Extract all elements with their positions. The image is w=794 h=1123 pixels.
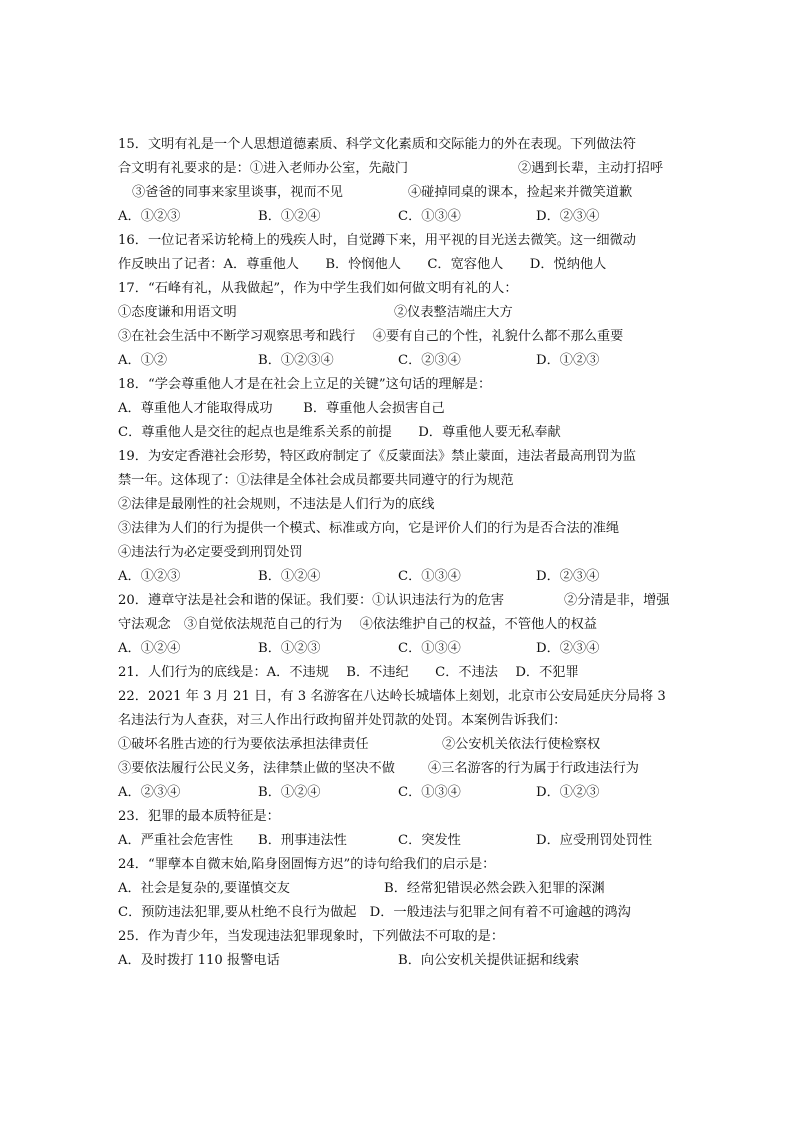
q20-option-b[interactable]: B．①②③ (258, 641, 321, 656)
q15-stem-line2 (118, 157, 678, 181)
q24-options-line1 (118, 877, 678, 901)
q18-options-line1: A．尊重他人才能取得成功 B．尊重他人会损害自己 (118, 401, 445, 416)
q15-stem-line3 (118, 181, 678, 205)
q22-item-4: ④三名游客的行为属于行政违法行为 (428, 761, 639, 776)
q19-option-a[interactable]: A．①②③ (118, 569, 181, 584)
q25-stem: 25．作为青少年，当发现违法犯罪现象时，下列做法不可取的是： (118, 929, 505, 944)
q20-item-2: ②分清是非，增强 (564, 593, 670, 608)
q20-option-c[interactable]: C．①③④ (398, 641, 461, 656)
q24-option-a[interactable]: A．社会是复杂的,要谨慎交友 (118, 881, 290, 896)
q22-stem-line1: 22．2021 年 3 月 21 日，有 3 名游客在八达岭长城墙体上刻划，北京市公安局延庆分局将 3 (118, 689, 666, 704)
q25-option-b[interactable]: B．向公安机关提供证据和线索 (398, 953, 580, 968)
q20-options (118, 637, 678, 661)
q19-stem-line2: 禁一年。这体现了：①法律是全体社会成员都要共同遵守的行为规范 (118, 473, 514, 488)
q15-option-a[interactable]: A．①②③ (118, 209, 181, 224)
q19-item-3: ③法律为人们的行为提供一个模式、标准或方向，它是评价人们的行为是否合法的准绳 (118, 521, 620, 536)
q17-option-b[interactable]: B．①②③④ (258, 353, 334, 368)
q25-option-a[interactable]: A．及时拨打 110 报警电话 (118, 953, 280, 968)
q20-stem-line2: 守法观念 ③自觉依法规范自己的行为 ④依法维护自己的权益，不管他人的权益 (118, 617, 597, 632)
q23-option-b[interactable]: B．刑事违法性 (258, 833, 347, 848)
q17-options (118, 349, 678, 373)
q19-item-2: ②法律是最刚性的社会规则，不违法是人们行为的底线 (118, 497, 435, 512)
q19-option-c[interactable]: C．①③④ (398, 569, 461, 584)
q19-option-d[interactable]: D．②③④ (536, 569, 600, 584)
q22-options (118, 781, 678, 805)
q20-stem-text: 20．遵章守法是社会和谐的保证。我们要：①认识违法行为的危害 (118, 593, 505, 608)
q23-option-c[interactable]: C．突发性 (398, 833, 461, 848)
q15-option-d[interactable]: D．②③④ (536, 209, 600, 224)
q22-item-3: ③要依法履行公民义务，法律禁止做的坚决不做 (118, 761, 395, 776)
q17-option-a[interactable]: A．①② (118, 353, 168, 368)
q17-option-c[interactable]: C．②③④ (398, 353, 461, 368)
q22-item-2: ②公安机关依法行使检察权 (442, 737, 601, 752)
q15-item-4: ④碰掉同桌的课本，捡起来并微笑道歉 (408, 185, 633, 200)
q23-stem: 23．犯罪的最本质特征是： (118, 809, 280, 824)
q22-stem-line2: 名违法行为人查获，对三人作出行政拘留并处罚款的处罚。本案例告诉我们： (118, 713, 567, 728)
q21-stem: 21．人们行为的底线是：A．不违规 B．不违纪 C．不违法 D．不犯罪 (118, 665, 579, 680)
q17-items-line2: ③在社会生活中不断学习观察思考和践行 ④要有自己的个性，礼貌什么都不那么重要 (118, 329, 624, 344)
q22-item-1: ①破坏名胜古迹的行为要依法承担法律责任 (118, 737, 369, 752)
q20-option-a[interactable]: A．①②④ (118, 641, 181, 656)
q19-option-b[interactable]: B．①②④ (258, 569, 321, 584)
q22-option-b[interactable]: B．①②④ (258, 785, 321, 800)
q15-options (118, 205, 678, 229)
q22-items-line1 (118, 733, 678, 757)
q24-stem: 24．“罪孽本自微末始,陷身囹圄悔方迟”的诗句给我们的启示是： (118, 857, 496, 872)
q15-item-3: ③爸爸的同事来家里谈事，视而不见 (132, 185, 343, 200)
q17-stem-line1: 17．“石峰有礼，从我做起”，作为中学生我们如何做文明有礼的人： (118, 281, 518, 296)
q15-item-2: ②遇到长辈，主动打招呼 (518, 161, 664, 176)
q22-items-line2 (118, 757, 678, 781)
q15-option-c[interactable]: C．①③④ (398, 209, 461, 224)
q25-options-line1 (118, 949, 678, 973)
q17-item-1: ①态度谦和用语文明 (118, 305, 237, 320)
q23-option-d[interactable]: D．应受刑罚处罚性 (536, 833, 653, 848)
q17-item-2: ②仪表整洁端庄大方 (394, 305, 513, 320)
q24-option-b[interactable]: B．经常犯错误必然会跌入犯罪的深渊 (384, 881, 605, 896)
q20-stem-line1 (118, 589, 678, 613)
q19-item-4: ④违法行为必定要受到刑罚处罚 (118, 545, 303, 560)
q15-option-b[interactable]: B．①②④ (258, 209, 321, 224)
q19-stem-line1: 19．为安定香港社会形势，特区政府制定了《反蒙面法》禁止蒙面，违法者最高刑罚为监 (118, 449, 636, 464)
q16-stem-line2: 作反映出了记者：A．尊重他人 B．怜悯他人 C．宽容他人 D．悦纳他人 (118, 257, 607, 272)
q23-options (118, 829, 678, 853)
q23-option-a[interactable]: A．严重社会危害性 (118, 833, 234, 848)
q18-stem: 18．“学会尊重他人才是在社会上立足的关键”这句话的理解是： (118, 377, 492, 392)
q22-option-c[interactable]: C．①③④ (398, 785, 461, 800)
q15-item-1: 合文明有礼要求的是：①进入老师办公室，先敲门 (118, 161, 409, 176)
q17-items-line1 (118, 301, 678, 325)
q22-option-a[interactable]: A．②③④ (118, 785, 181, 800)
q16-stem-line1: 16．一位记者采访轮椅上的残疾人时，自觉蹲下来，用平视的目光送去微笑。这一细微动 (118, 233, 636, 248)
q15-stem-line1: 15．文明有礼是一个人思想道德素质、科学文化素质和交际能力的外在表现。下列做法符 (118, 137, 636, 152)
q20-option-d[interactable]: D．②③④ (536, 641, 600, 656)
q19-options (118, 565, 678, 589)
q17-option-d[interactable]: D．①②③ (536, 353, 600, 368)
q24-options-line2: C．预防违法犯罪,要从杜绝不良行为做起 D．一般违法与犯罪之间有着不可逾越的鸿沟 (118, 905, 631, 920)
q18-options-line2: C．尊重他人是交往的起点也是维系关系的前提 D．尊重他人要无私奉献 (118, 425, 561, 440)
question-list (118, 133, 678, 973)
q22-option-d[interactable]: D．①②③ (536, 785, 600, 800)
